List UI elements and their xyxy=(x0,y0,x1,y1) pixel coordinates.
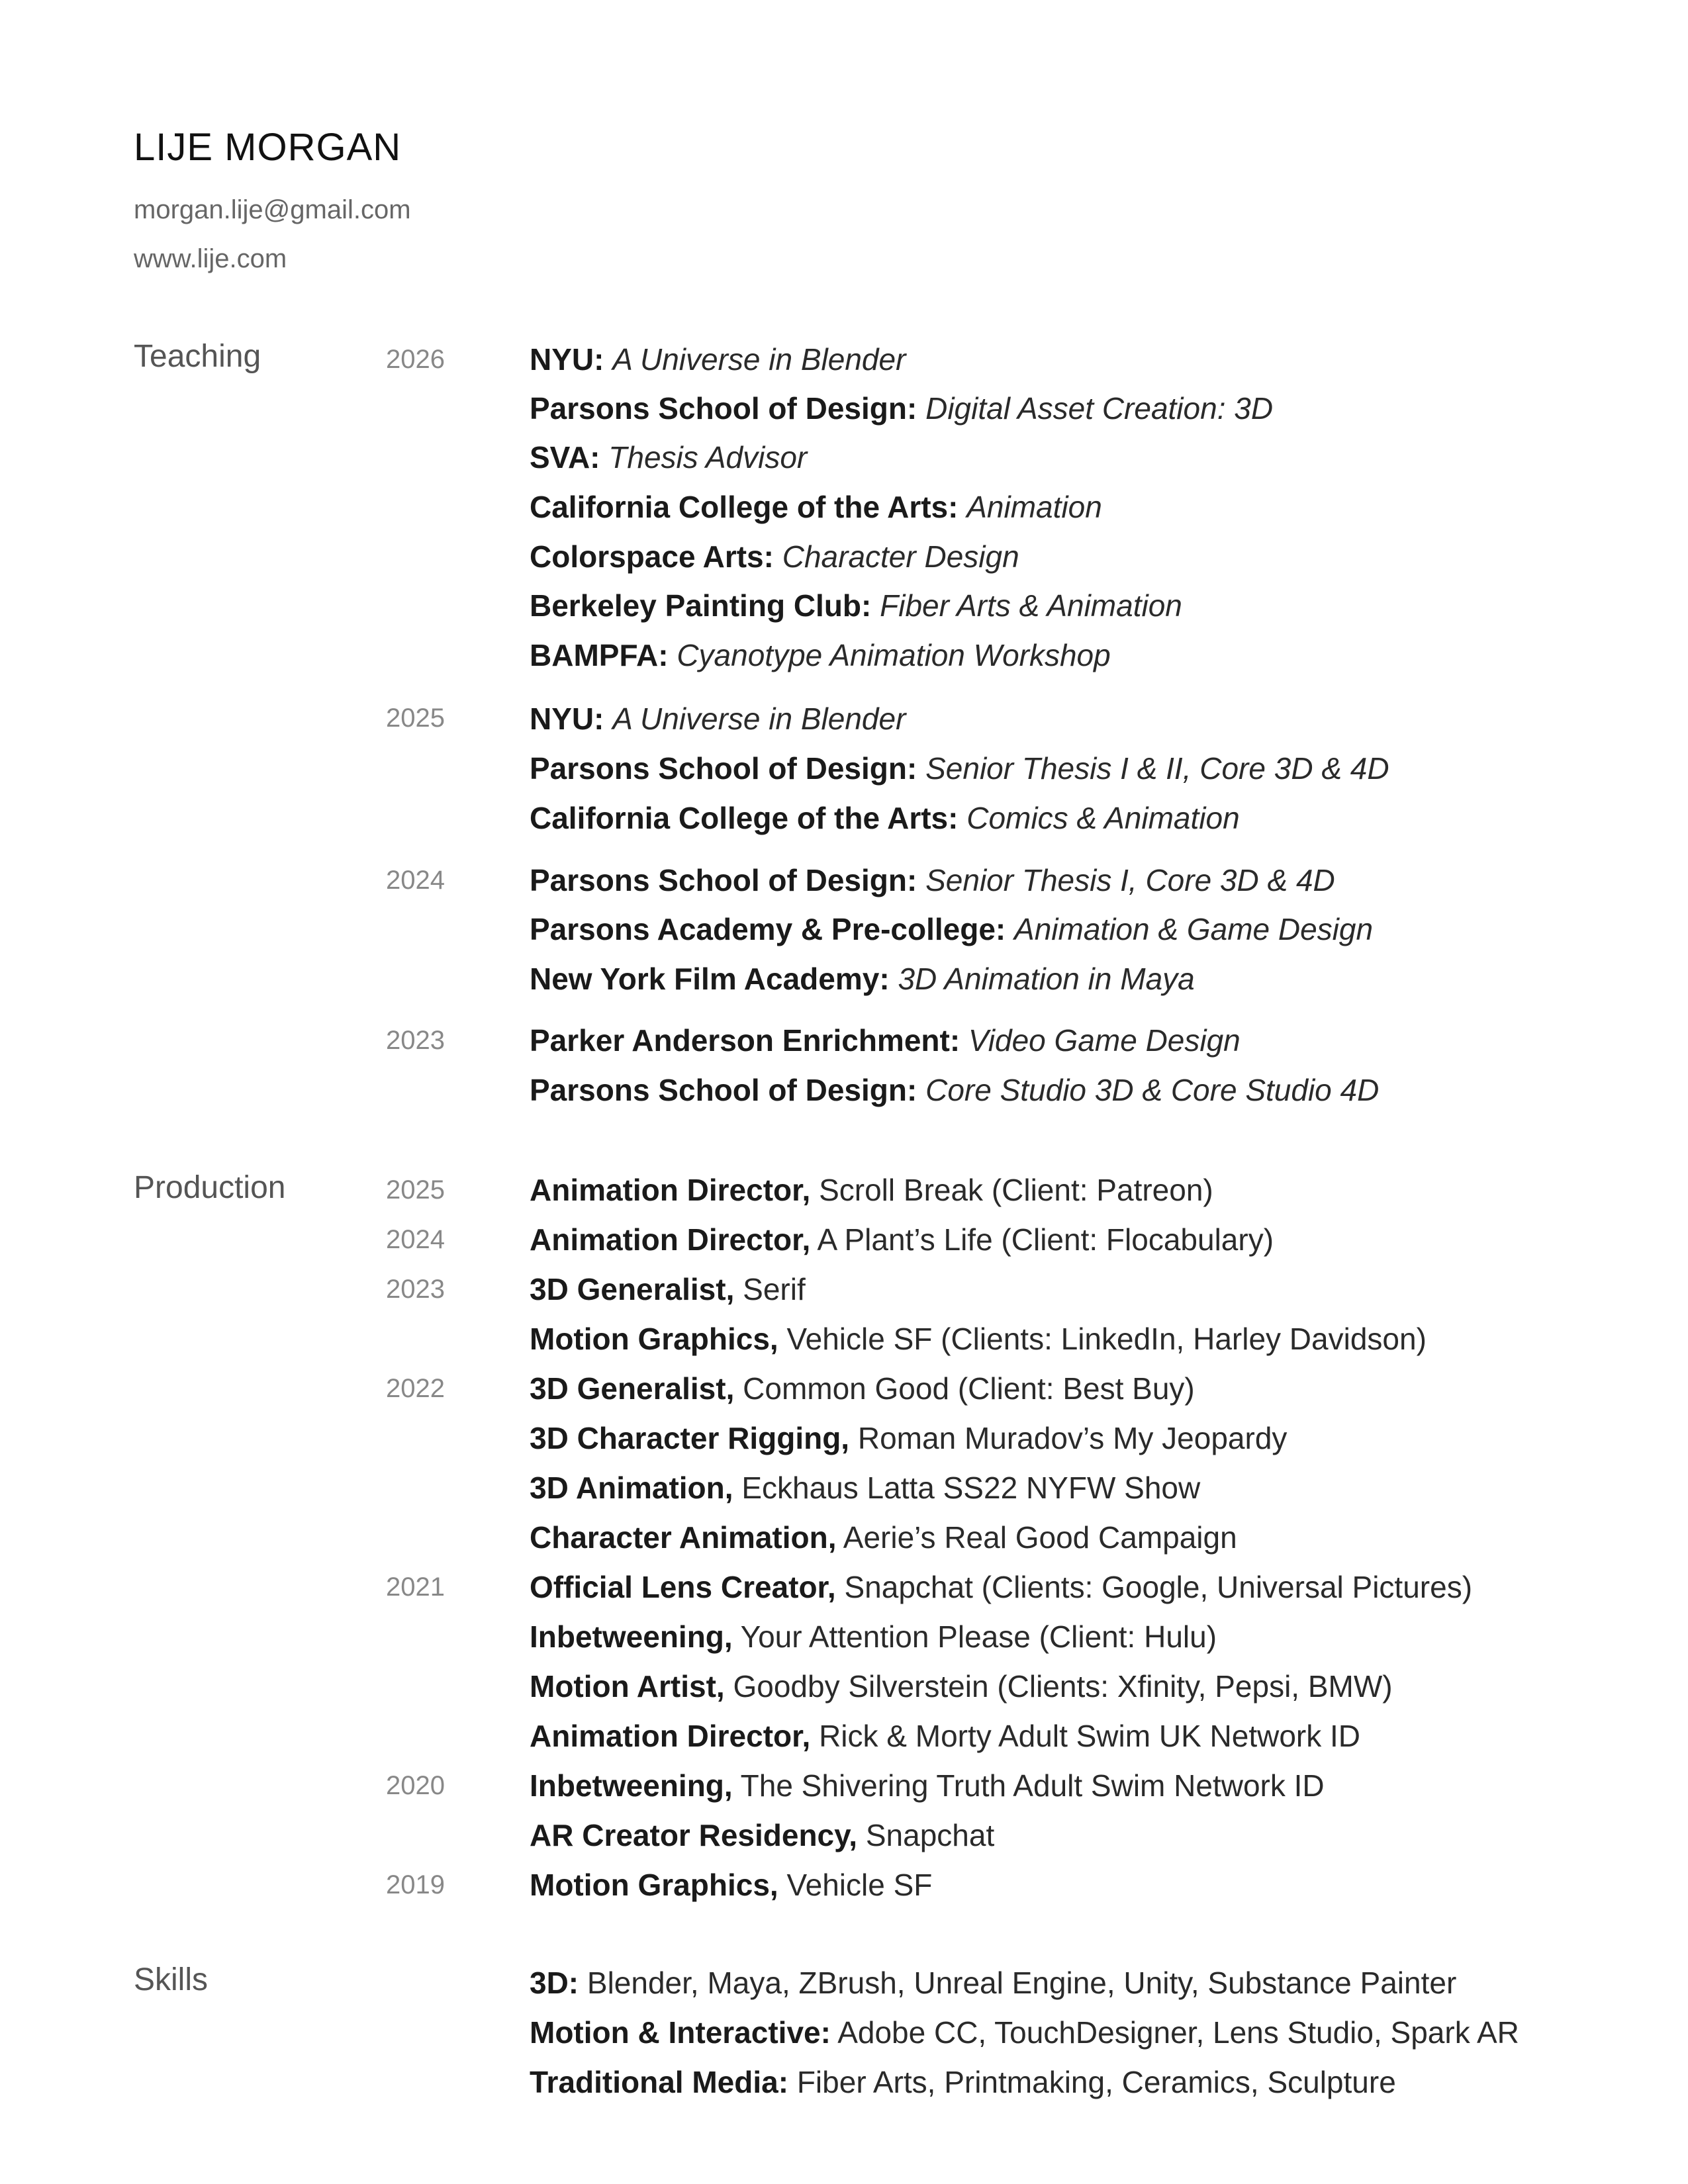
skills-entry xyxy=(530,1964,1456,2001)
production-entry xyxy=(530,1569,1472,1606)
teaching-course: Digital Asset Creation: 3D xyxy=(925,391,1274,426)
teaching-entry xyxy=(530,700,906,737)
production-year: 2025 xyxy=(386,1175,445,1205)
production-detail: A Plant’s Life (Client: Flocabulary) xyxy=(817,1222,1274,1257)
production-detail: Serif xyxy=(743,1272,806,1306)
teaching-org: California College of the Arts: xyxy=(530,490,959,524)
production-entry xyxy=(530,1469,1200,1506)
production-role: Motion Graphics, xyxy=(530,1868,778,1902)
teaching-org: California College of the Arts: xyxy=(530,801,959,835)
teaching-entry xyxy=(530,750,1389,787)
teaching-course: A Universe in Blender xyxy=(612,702,906,736)
teaching-course: Senior Thesis I & II, Core 3D & 4D xyxy=(925,751,1389,786)
production-entry xyxy=(530,1618,1217,1655)
resume-name: LIJE MORGAN xyxy=(134,126,402,169)
production-role: Motion Graphics, xyxy=(530,1322,778,1356)
teaching-entry xyxy=(530,538,1019,575)
teaching-org: Parsons School of Design: xyxy=(530,751,917,786)
production-role: Motion Artist, xyxy=(530,1669,725,1704)
production-role: 3D Generalist, xyxy=(530,1371,735,1406)
skill-list: Fiber Arts, Printmaking, Ceramics, Sculpture xyxy=(796,2065,1396,2099)
teaching-course: Character Design xyxy=(782,539,1019,574)
production-entry xyxy=(530,1668,1393,1705)
teaching-course: Senior Thesis I, Core 3D & 4D xyxy=(925,863,1335,897)
production-detail: Common Good (Client: Best Buy) xyxy=(743,1371,1195,1406)
teaching-entry xyxy=(530,637,1111,674)
teaching-entry xyxy=(530,911,1373,948)
production-detail: Snapchat (Clients: Google, Universal Pictures) xyxy=(844,1570,1473,1604)
production-detail: Aerie’s Real Good Campaign xyxy=(843,1520,1237,1555)
teaching-year: 2023 xyxy=(386,1026,445,1055)
production-detail: Eckhaus Latta SS22 NYFW Show xyxy=(741,1471,1201,1505)
production-entry xyxy=(530,1370,1195,1407)
teaching-org: BAMPFA: xyxy=(530,638,669,672)
teaching-course: Animation xyxy=(966,490,1102,524)
production-role: 3D Character Rigging, xyxy=(530,1421,850,1455)
teaching-entry xyxy=(530,488,1102,525)
production-year: 2022 xyxy=(386,1374,445,1403)
website-link[interactable]: www.lije.com xyxy=(134,244,287,273)
production-role: Official Lens Creator, xyxy=(530,1570,836,1604)
production-role: Character Animation, xyxy=(530,1520,837,1555)
production-role: AR Creator Residency, xyxy=(530,1818,858,1852)
teaching-entry xyxy=(530,799,1240,837)
skill-category: Motion & Interactive: xyxy=(530,2015,831,2050)
skills-entry xyxy=(530,2064,1396,2101)
production-entry xyxy=(530,1221,1274,1258)
production-detail: Vehicle SF (Clients: LinkedIn, Harley Davidson) xyxy=(786,1322,1427,1356)
teaching-org: Parsons School of Design: xyxy=(530,863,917,897)
teaching-course: A Universe in Blender xyxy=(612,342,906,377)
teaching-entry xyxy=(530,587,1182,624)
teaching-course: Animation & Game Design xyxy=(1014,912,1374,946)
production-detail: Scroll Break (Client: Patreon) xyxy=(819,1173,1213,1207)
teaching-org: Parsons School of Design: xyxy=(530,1073,917,1107)
teaching-org: New York Film Academy: xyxy=(530,962,890,996)
section-label-production: Production xyxy=(134,1170,286,1205)
production-detail: Rick & Morty Adult Swim UK Network ID xyxy=(819,1719,1361,1753)
skill-list: Adobe CC, TouchDesigner, Lens Studio, Spark AR xyxy=(837,2015,1519,2050)
teaching-entry xyxy=(530,862,1335,899)
teaching-org: NYU: xyxy=(530,702,604,736)
production-year: 2019 xyxy=(386,1870,445,1899)
teaching-course: Thesis Advisor xyxy=(608,440,808,475)
production-entry xyxy=(530,1817,994,1854)
production-entry xyxy=(530,1866,932,1903)
production-detail: The Shivering Truth Adult Swim Network ID xyxy=(740,1768,1325,1803)
teaching-year: 2024 xyxy=(386,866,445,895)
teaching-org: Parsons Academy & Pre-college: xyxy=(530,912,1006,946)
production-year: 2023 xyxy=(386,1275,445,1304)
teaching-org: Parsons School of Design: xyxy=(530,391,917,426)
teaching-course: Fiber Arts & Animation xyxy=(880,588,1182,623)
teaching-year: 2025 xyxy=(386,704,445,733)
production-entry xyxy=(530,1271,806,1308)
production-role: 3D Generalist, xyxy=(530,1272,735,1306)
production-detail: Vehicle SF xyxy=(786,1868,933,1902)
teaching-course: Core Studio 3D & Core Studio 4D xyxy=(925,1073,1380,1107)
production-role: Inbetweening, xyxy=(530,1619,733,1654)
production-role: Animation Director, xyxy=(530,1173,811,1207)
production-entry xyxy=(530,1717,1360,1754)
skill-category: Traditional Media: xyxy=(530,2065,789,2099)
production-entry xyxy=(530,1420,1287,1457)
teaching-org: NYU: xyxy=(530,342,604,377)
teaching-entry xyxy=(530,1071,1379,1109)
email-link[interactable]: morgan.lije@gmail.com xyxy=(134,195,411,224)
production-year: 2020 xyxy=(386,1771,445,1800)
production-year: 2021 xyxy=(386,1572,445,1602)
teaching-year: 2026 xyxy=(386,345,445,374)
teaching-entry xyxy=(530,1022,1241,1059)
teaching-course: Cyanotype Animation Workshop xyxy=(677,638,1111,672)
teaching-entry xyxy=(530,960,1195,997)
production-detail: Your Attention Please (Client: Hulu) xyxy=(740,1619,1217,1654)
section-label-skills: Skills xyxy=(134,1962,209,1997)
skills-entry xyxy=(530,2014,1519,2051)
section-label-teaching: Teaching xyxy=(134,339,261,374)
production-entry xyxy=(530,1519,1237,1556)
production-role: Animation Director, xyxy=(530,1719,811,1753)
production-detail: Roman Muradov’s My Jeopardy xyxy=(857,1421,1288,1455)
production-detail: Snapchat xyxy=(865,1818,995,1852)
teaching-entry xyxy=(530,341,906,378)
teaching-entry xyxy=(530,439,807,476)
skill-category: 3D: xyxy=(530,1966,579,2000)
production-detail: Goodby Silverstein (Clients: Xfinity, Pepsi, BMW) xyxy=(733,1669,1393,1704)
teaching-entry xyxy=(530,390,1273,427)
teaching-course: Video Game Design xyxy=(968,1023,1241,1058)
teaching-course: Comics & Animation xyxy=(966,801,1240,835)
production-entry xyxy=(530,1320,1427,1357)
teaching-org: Berkeley Painting Club: xyxy=(530,588,872,623)
skill-list: Blender, Maya, ZBrush, Unreal Engine, Unity, Substance Painter xyxy=(586,1966,1457,2000)
teaching-org: Parker Anderson Enrichment: xyxy=(530,1023,961,1058)
production-role: 3D Animation, xyxy=(530,1471,733,1505)
teaching-course: 3D Animation in Maya xyxy=(898,962,1195,996)
production-year: 2024 xyxy=(386,1225,445,1254)
production-entry xyxy=(530,1767,1325,1804)
teaching-org: Colorspace Arts: xyxy=(530,539,774,574)
teaching-org: SVA: xyxy=(530,440,600,475)
production-role: Inbetweening, xyxy=(530,1768,733,1803)
production-entry xyxy=(530,1171,1213,1208)
production-role: Animation Director, xyxy=(530,1222,811,1257)
